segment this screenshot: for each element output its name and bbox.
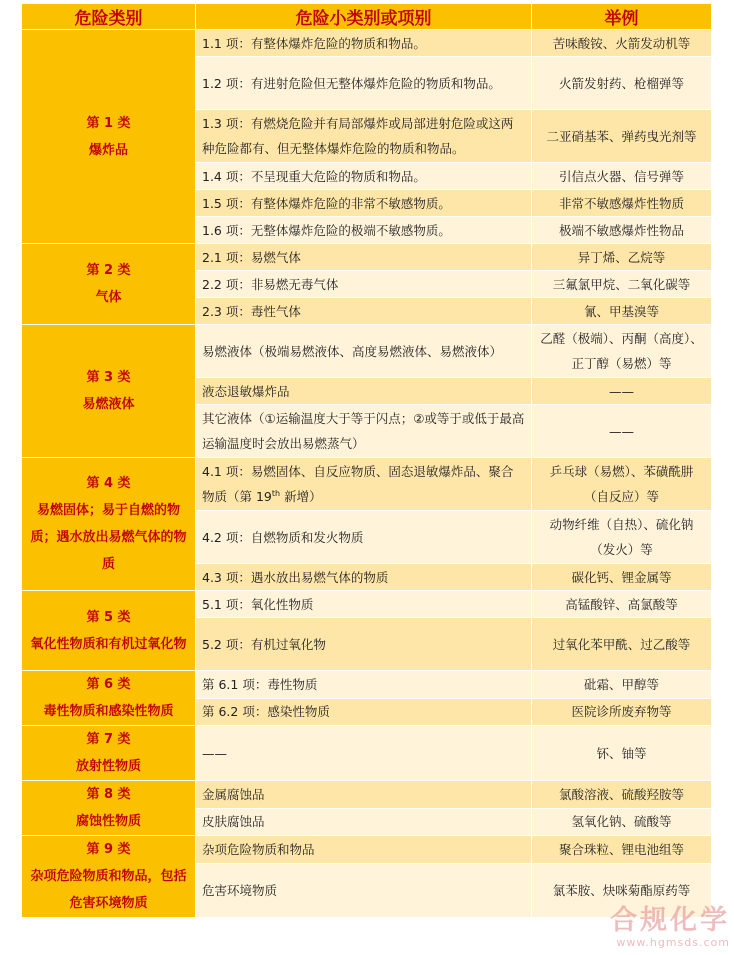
class-cell-6 (22, 671, 196, 726)
division-text: 4.1 项：易燃固体、自反应物质、固态退敏爆炸品、聚合物质（第 19 (202, 464, 514, 504)
example-cell: 极端不敏感爆炸性物品 (532, 217, 711, 244)
division-cell: 1.4 项：不呈现重大危险的物质和物品。 (196, 163, 532, 190)
example-cell: 钚、铀等 (532, 726, 711, 781)
example-cell: 乙醛（极端）、丙酮（高度）、正丁醇（易燃）等 (532, 325, 711, 378)
class-cell-1 (22, 30, 196, 244)
example-cell: 医院诊所废弃物等 (532, 699, 711, 727)
table-row (22, 836, 711, 864)
division-cell: 皮肤腐蚀品 (196, 809, 532, 837)
class-number: 第 8 类 (86, 787, 131, 802)
header-division: 危险小类别或项别 (196, 4, 532, 30)
division-text-tail: 新增） (280, 489, 322, 504)
watermark (610, 906, 730, 949)
class-name: 放射性物质 (75, 759, 141, 774)
division-cell: 5.1 项：氧化性物质 (196, 591, 532, 618)
dangerous-goods-table (22, 4, 711, 918)
division-cell: 液态退敏爆炸品 (196, 378, 532, 405)
division-cell: 易燃液体（极端易燃液体、高度易燃液体、易燃液体） (196, 325, 532, 378)
example-cell: 二亚硝基苯、弹药曳光剂等 (532, 110, 711, 163)
class-name: 易燃液体 (82, 397, 135, 412)
class-number: 第 6 类 (86, 677, 131, 692)
class-name: 气体 (95, 290, 122, 305)
table-row (22, 726, 711, 781)
class-name: 爆炸品 (88, 142, 128, 158)
class-number: 第 3 类 (86, 370, 131, 385)
class-cell-9 (22, 836, 196, 918)
division-cell: 5.2 项：有机过氧化物 (196, 618, 532, 671)
header-examples: 举例 (532, 4, 711, 30)
example-cell: 动物纤维（自热）、硫化钠（发火）等 (532, 511, 711, 564)
division-cell: —— (196, 726, 532, 781)
class-cell-8 (22, 781, 196, 836)
division-cell: 第 6.2 项：感染性物质 (196, 699, 532, 727)
division-cell: 1.2 项：有进射危险但无整体爆炸危险的物质和物品。 (196, 57, 532, 110)
division-cell: 危害环境物质 (196, 864, 532, 918)
table-row (22, 325, 711, 378)
example-cell: 聚合珠粒、锂电池组等 (532, 836, 711, 864)
class-number: 第 5 类 (86, 609, 131, 625)
example-cell: 高锰酸锌、高氯酸等 (532, 591, 711, 618)
division-cell: 2.2 项：非易燃无毒气体 (196, 271, 532, 298)
class-cell-2 (22, 244, 196, 325)
class-number: 第 9 类 (86, 842, 131, 857)
class-name: 杂项危险物质和物品，包括危害环境物质 (30, 869, 187, 911)
table-row (22, 781, 711, 809)
example-cell: 乒乓球（易燃）、苯磺酰肼（自反应）等 (532, 458, 711, 511)
division-cell: 4.2 项：自燃物质和发火物质 (196, 511, 532, 564)
class-name: 腐蚀性物质 (75, 814, 141, 829)
table-row (22, 458, 711, 511)
class-name: 易燃固体；易于自燃的物质；遇水放出易燃气体的物质 (30, 503, 187, 572)
class-cell-4 (22, 458, 196, 591)
class-name: 毒性物质和感染性物质 (43, 704, 174, 719)
division-cell: 2.1 项：易燃气体 (196, 244, 532, 271)
example-cell: 氯酸溶液、硫酸羟胺等 (532, 781, 711, 809)
example-cell: 氢氧化钠、硫酸等 (532, 809, 711, 837)
example-cell: 碳化钙、锂金属等 (532, 564, 711, 591)
class-number: 第 7 类 (86, 732, 131, 747)
example-cell: 引信点火器、信号弹等 (532, 163, 711, 190)
example-cell: 三氟氯甲烷、二氧化碳等 (532, 271, 711, 298)
example-cell: —— (532, 378, 711, 405)
table-row (22, 30, 711, 57)
example-cell: 火箭发射药、枪榴弹等 (532, 57, 711, 110)
class-cell-3 (22, 325, 196, 458)
watermark-logo: 合规化学 (610, 905, 730, 936)
division-cell: 1.3 项：有燃烧危险并有局部爆炸或局部进射危险或这两种危险都有、但无整体爆炸危险的物质和物品。 (196, 110, 532, 163)
class-cell-7 (22, 726, 196, 781)
class-name: 氧化性物质和有机过氧化物 (30, 636, 187, 652)
division-cell: 4.3 项：遇水放出易燃气体的物质 (196, 564, 532, 591)
division-cell: 第 6.1 项：毒性物质 (196, 671, 532, 699)
class-number: 第 1 类 (86, 115, 131, 131)
example-cell: 非常不敏感爆炸性物质 (532, 190, 711, 217)
division-cell: 其它液体（①运输温度大于等于闪点；②或等于或低于最高运输温度时会放出易燃蒸气） (196, 405, 532, 458)
class-number: 第 4 类 (86, 476, 131, 491)
example-cell: 氯苯胺、炔咪菊酯原药等 (532, 864, 711, 918)
header-row (22, 4, 711, 30)
superscript-th: th (271, 488, 281, 498)
example-cell: 过氧化苯甲酰、过乙酸等 (532, 618, 711, 671)
example-cell: 苦味酸铵、火箭发动机等 (532, 30, 711, 57)
table-row (22, 671, 711, 699)
table-row (22, 591, 711, 618)
class-number: 第 2 类 (86, 263, 131, 278)
division-cell: 金属腐蚀品 (196, 781, 532, 809)
division-cell: 1.5 项：有整体爆炸危险的非常不敏感物质。 (196, 190, 532, 217)
division-cell (196, 458, 532, 511)
header-class: 危险类别 (22, 4, 196, 30)
example-cell: 氰、甲基溴等 (532, 298, 711, 325)
division-cell: 1.1 项：有整体爆炸危险的物质和物品。 (196, 30, 532, 57)
table-row (22, 244, 711, 271)
example-cell: —— (532, 405, 711, 458)
example-cell: 异丁烯、乙烷等 (532, 244, 711, 271)
division-cell: 2.3 项：毒性气体 (196, 298, 532, 325)
class-cell-5 (22, 591, 196, 671)
division-cell: 1.6 项：无整体爆炸危险的极端不敏感物质。 (196, 217, 532, 244)
example-cell: 砒霜、甲醇等 (532, 671, 711, 699)
division-cell: 杂项危险物质和物品 (196, 836, 532, 864)
watermark-url: www.hgmsds.com (616, 936, 730, 949)
